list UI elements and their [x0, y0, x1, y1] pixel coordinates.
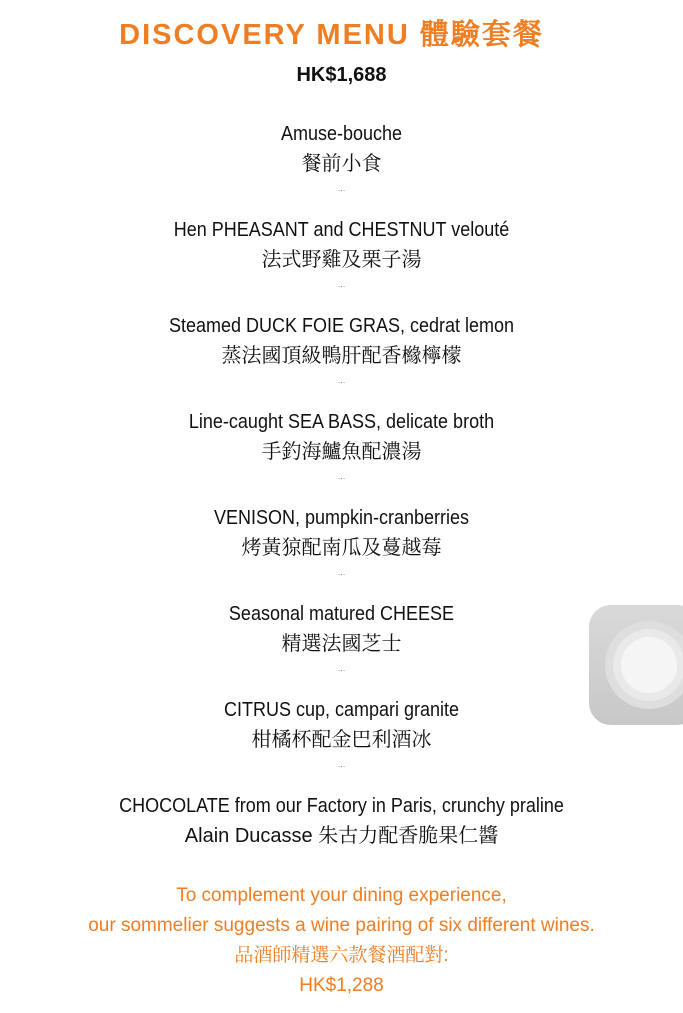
course-name-zh: 精選法國芝士 [281, 633, 402, 655]
course-name-zh: 餐前小食 [301, 153, 382, 175]
course-name-zh: 蒸法國頂級鴨肝配香櫞檸檬 [221, 345, 462, 367]
course-item [0, 215, 683, 311]
menu-title: DISCOVERY MENU 體驗套餐 [119, 19, 544, 51]
course-name-en: CITRUS cup, campari granite [223, 699, 460, 721]
assistive-touch-button[interactable] [589, 605, 683, 725]
course-item [0, 311, 683, 407]
course-item [0, 695, 683, 791]
course-separator: ... [337, 567, 346, 577]
course-item [0, 119, 683, 215]
course-separator: ... [337, 471, 346, 481]
course-name-en: Line-caught SEA BASS, delicate broth [188, 411, 495, 433]
course-name-en: CHOCOLATE from our Factory in Paris, crunchy praline [119, 795, 564, 817]
wine-pairing [0, 881, 683, 1001]
course-item [0, 407, 683, 503]
course-name-en: Hen PHEASANT and CHESTNUT velouté [173, 219, 510, 241]
course-list [0, 119, 683, 887]
assistive-touch-core [621, 637, 677, 693]
wine-pairing-line: our sommelier suggests a wine pairing of six different wines. [88, 915, 595, 936]
wine-pairing-line: To complement your dining experience, [176, 885, 507, 906]
course-name-en: VENISON, pumpkin-cranberries [213, 507, 470, 529]
menu-price: HK$1,688 [296, 64, 387, 86]
course-separator: ... [337, 279, 346, 289]
course-separator: ... [337, 759, 346, 769]
course-name-zh: Alain Ducasse 朱古力配香脆果仁醬 [184, 825, 499, 847]
course-separator: ... [337, 375, 346, 385]
course-separator: ... [337, 183, 346, 193]
course-name-zh: 法式野雞及栗子湯 [261, 249, 422, 271]
course-name-zh: 柑橘杯配金巴利酒冰 [251, 729, 432, 751]
course-item [0, 503, 683, 599]
course-item [0, 599, 683, 695]
wine-pairing-price: HK$1,288 [299, 975, 384, 996]
course-name-en: Steamed DUCK FOIE GRAS, cedrat lemon [168, 315, 515, 337]
course-name-zh: 烤黃猄配南瓜及蔓越莓 [241, 537, 442, 559]
course-item [0, 791, 683, 887]
course-separator: ... [337, 663, 346, 673]
wine-pairing-line-zh: 品酒師精選六款餐酒配對: [234, 945, 449, 966]
course-name-en: Amuse-bouche [280, 123, 403, 145]
course-name-zh: 手釣海鱸魚配濃湯 [261, 441, 422, 463]
course-name-en: Seasonal matured CHEESE [228, 603, 455, 625]
